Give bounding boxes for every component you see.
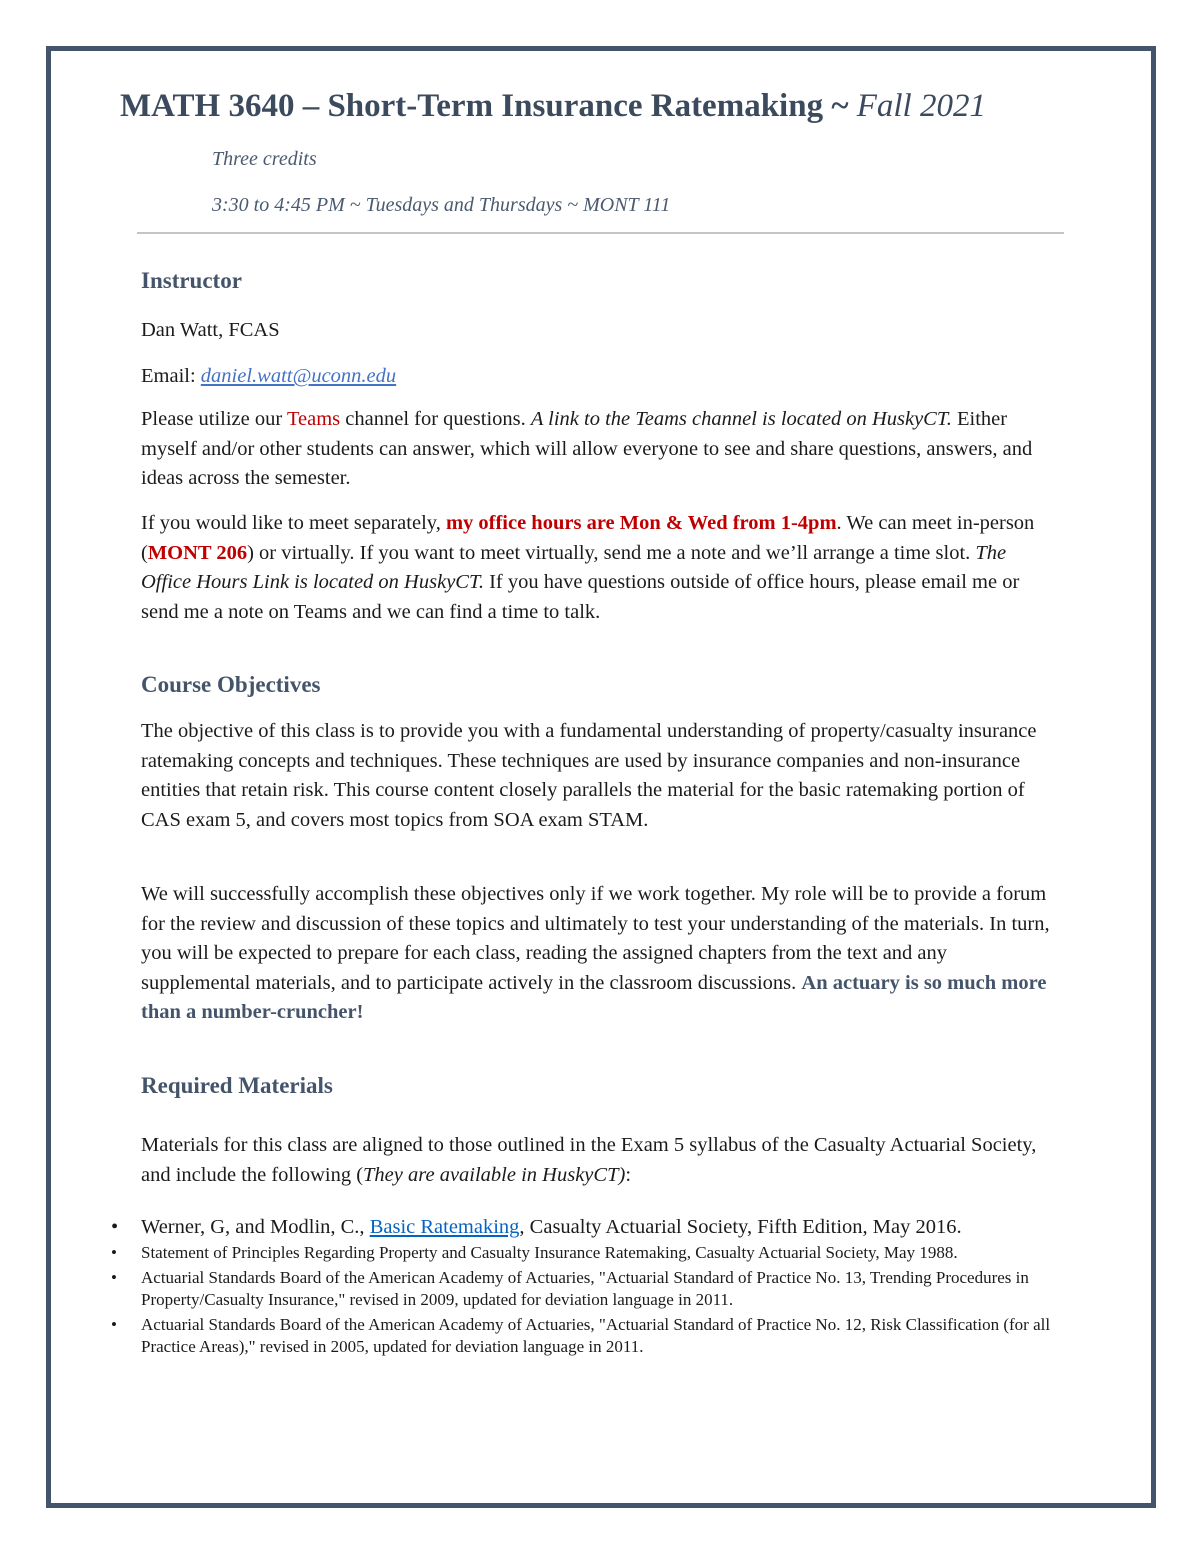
office-text-2: . We can meet in-person ( — [141, 512, 1035, 564]
list-item — [111, 1267, 1066, 1312]
teams-text-3: Either myself and/or other students can answer, which will allow everyone to see and share questions, answers, and ideas across the semester. — [141, 408, 1033, 489]
teams-paragraph — [141, 405, 1061, 494]
office-italic: The Office Hours Link is located on HuskyCT. — [141, 541, 1007, 593]
list-item — [111, 1214, 1066, 1240]
actuary-slogan: An actuary is so much more than a number-cruncher! — [141, 971, 1047, 1023]
teams-text-1: Please utilize our — [141, 408, 287, 430]
objectives-paragraph-1 — [141, 717, 1061, 835]
list-item — [111, 1314, 1066, 1359]
item3-text: Actuarial Standards Board of the American Academy of Actuaries, "Actuarial Standard of Practice No. 13, Trending Procedures in Property/Casualty Insurance," revised in 2009, updated for deviation language in 2011. — [141, 1267, 1029, 1309]
materials-intro-end: : — [625, 1163, 632, 1186]
office-hours: my office hours are Mon & Wed from 1-4pm — [445, 512, 837, 534]
office-text-4: If you have questions outside of office hours, please email me or send me a note on Teams and we can find a time to talk. — [141, 571, 1020, 623]
materials-intro — [141, 1131, 1061, 1190]
office-room: MONT 206 — [147, 541, 248, 564]
teams-italic: A link to the Teams channel is located on HuskyCT. — [530, 408, 952, 430]
materials-list — [111, 1214, 1066, 1359]
materials-heading: Required Materials — [141, 1073, 333, 1098]
item1-text: Werner, G, and Modlin, C., — [141, 1216, 370, 1238]
course-title-main: MATH 3640 – Short-Term Insurance Ratemaking ~ — [120, 88, 849, 124]
instructor-heading: Instructor — [141, 268, 242, 293]
teams-word: Teams — [286, 408, 341, 430]
objectives-text-1: The objective of this class is to provide you with a fundamental understanding of property/casualty insurance ratemaking concepts and techniques. These techniques are used by insurance companies and non-insurance entities that retain risk. This course content closely parallels the material for the basic ratemaking portion of CAS exam 5, and covers most topics from SOA exam STAM. — [141, 720, 1037, 831]
instructor-name-text: Dan Watt, FCAS — [141, 319, 280, 341]
bullet-icon: • — [111, 1267, 117, 1287]
item2-text: Statement of Principles Regarding Property and Casualty Insurance Ratemaking, Casualty Actuarial Society, May 1988. — [141, 1243, 958, 1262]
header-divider — [137, 232, 1064, 234]
course-title — [120, 88, 986, 125]
office-hours-paragraph — [141, 509, 1061, 627]
item1-text-end: , Casualty Actuarial Society, Fifth Edition, May 2016. — [519, 1216, 962, 1238]
email-link[interactable]: daniel.watt@uconn.edu — [200, 365, 397, 387]
course-credits: Three credits — [212, 148, 317, 170]
teams-text-2: channel for questions. — [340, 408, 531, 430]
objectives-heading: Course Objectives — [141, 672, 321, 697]
course-schedule: 3:30 to 4:45 PM ~ Tuesdays and Thursdays ~ MONT 111 — [212, 194, 671, 216]
basic-ratemaking-link[interactable]: Basic Ratemaking — [369, 1216, 520, 1238]
list-item — [111, 1242, 1066, 1265]
bullet-icon: • — [111, 1243, 117, 1262]
bullet-icon: • — [111, 1216, 119, 1238]
course-term: Fall 2021 — [856, 88, 986, 124]
objectives-text-2: We will successfully accomplish these objectives only if we work together. My role will be to provide a forum for the review and discussion of these topics and ultimately to test your understanding of the materials. In turn, you will be expected to prepare for each class, reading the assigned chapters from the text and any supplemental materials, and to participate actively in the classroom discussions. — [141, 883, 1050, 994]
email-label: Email: — [141, 365, 196, 387]
office-text-3: ) or virtually. If you want to meet virtually, send me a note and we’ll arrange a time slot. — [247, 541, 976, 564]
materials-intro-text: Materials for this class are aligned to those outlined in the Exam 5 syllabus of the Casualty Actuarial Society, and include the following ( — [141, 1134, 1037, 1186]
office-text-1: If you would like to meet separately, — [141, 512, 446, 534]
item4-text: Actuarial Standards Board of the American Academy of Actuaries, "Actuarial Standard of Practice No. 12, Risk Classification (for all Practice Areas)," revised in 2005, updated for deviation language in 2011. — [141, 1314, 1051, 1356]
instructor-email-line — [141, 362, 1061, 392]
instructor-name — [141, 316, 1061, 346]
materials-intro-italic: They are available in HuskyCT) — [363, 1163, 626, 1186]
bullet-icon: • — [111, 1314, 117, 1334]
objectives-paragraph-2 — [141, 880, 1061, 1028]
